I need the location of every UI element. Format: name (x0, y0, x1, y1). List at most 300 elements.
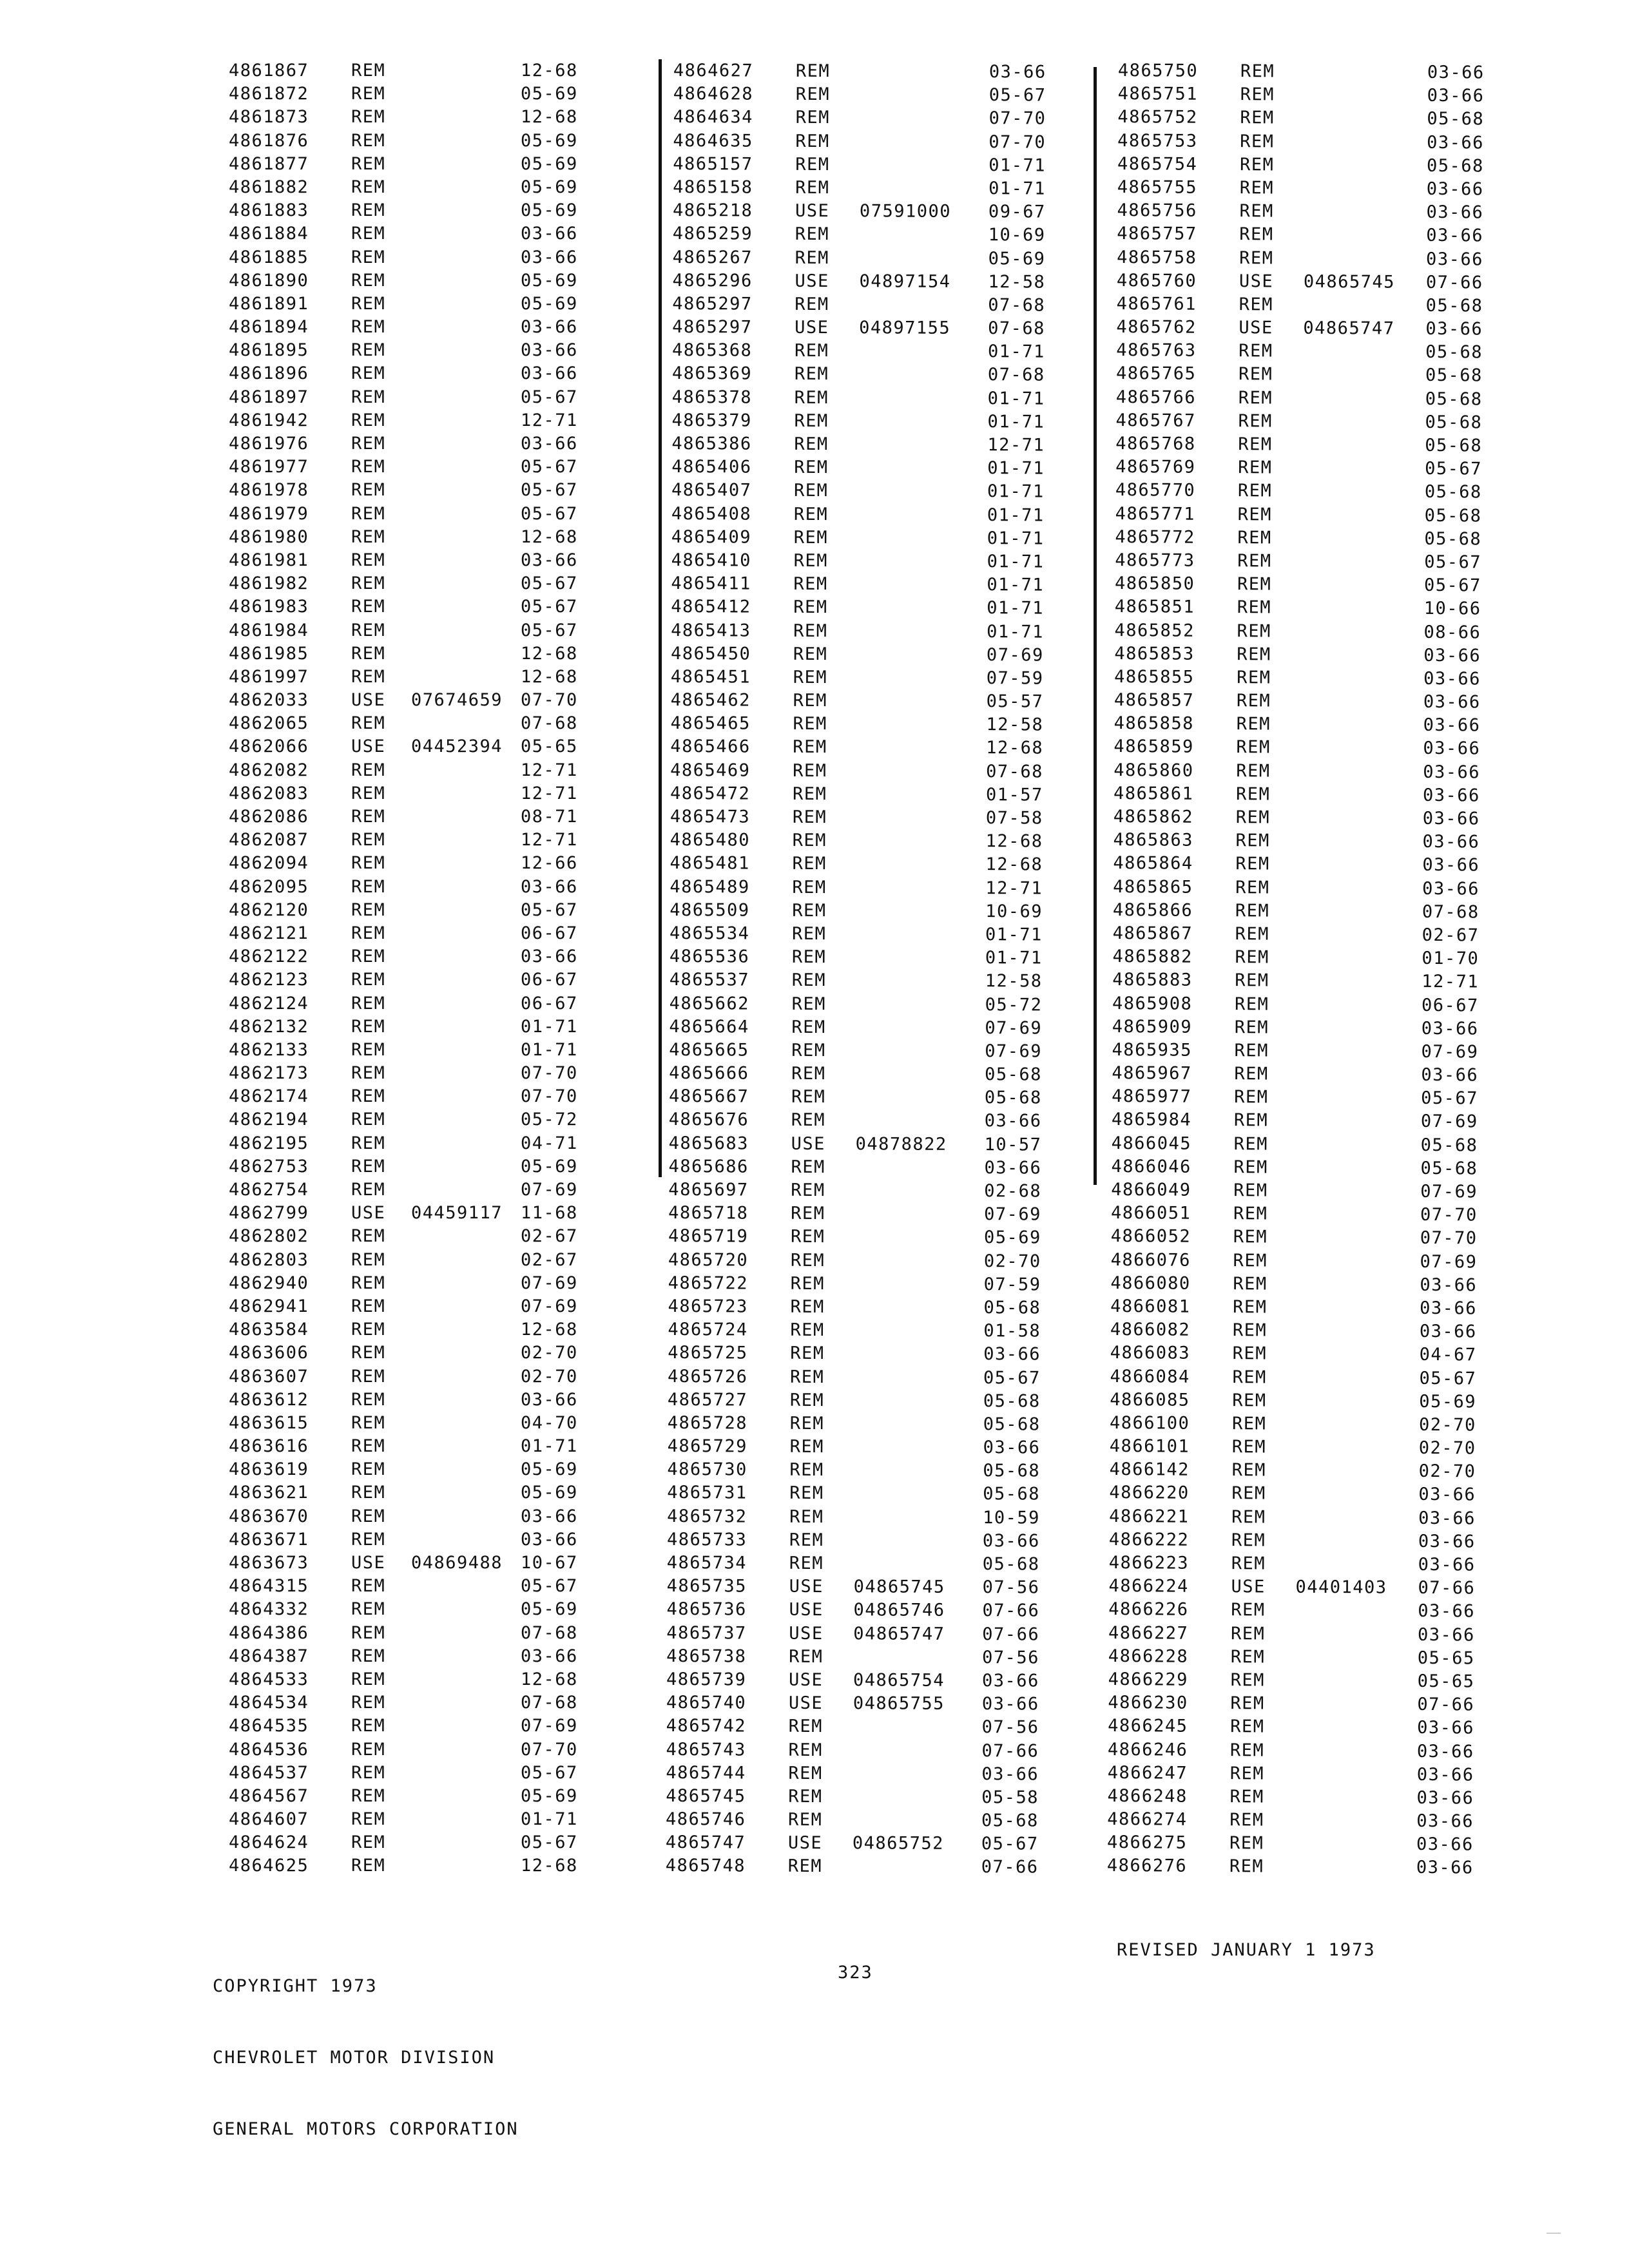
effective-date: 07-56 (982, 1577, 1040, 1598)
part-row (1115, 549, 1521, 575)
action-code: REM (351, 457, 386, 477)
part-row (229, 1435, 615, 1458)
part-number: 4865771 (1115, 503, 1196, 524)
part-number: 4865739 (666, 1669, 747, 1690)
part-number: 4865737 (666, 1622, 747, 1644)
part-row (1115, 432, 1521, 458)
replacement-number: 04865745 (1303, 271, 1396, 293)
action-code: REM (791, 1157, 825, 1177)
effective-date: 03-66 (1418, 1531, 1476, 1552)
effective-date: 12-68 (521, 1320, 578, 1340)
effective-date: 05-67 (1419, 1368, 1477, 1389)
part-number: 4863671 (229, 1529, 309, 1550)
part-number: 4866076 (1110, 1249, 1191, 1271)
effective-date: 05-68 (985, 1064, 1042, 1085)
part-number: 4865157 (673, 153, 753, 175)
action-code: REM (793, 737, 827, 758)
part-number: 4862087 (229, 830, 309, 850)
part-row (229, 1295, 615, 1318)
part-number: 4865259 (672, 224, 753, 244)
part-number: 4865745 (666, 1785, 746, 1807)
action-code: REM (1234, 1087, 1269, 1108)
effective-date: 05-68 (1420, 1135, 1478, 1156)
action-code: REM (1237, 597, 1272, 618)
part-number: 4865770 (1115, 480, 1196, 501)
action-code: REM (351, 923, 386, 943)
part-row (1111, 1249, 1517, 1274)
effective-date: 03-66 (521, 550, 578, 570)
effective-date: 03-66 (1426, 202, 1484, 223)
part-row (229, 106, 615, 129)
part-row (229, 176, 615, 199)
part-number: 4866101 (1109, 1436, 1190, 1457)
part-row (672, 362, 1072, 387)
effective-date: 05-68 (1425, 389, 1483, 410)
action-code: REM (351, 503, 386, 524)
part-number: 4863584 (229, 1320, 309, 1340)
effective-date: 05-72 (985, 994, 1043, 1015)
effective-date: 05-69 (521, 1483, 578, 1503)
part-row (673, 59, 1073, 84)
effective-date: 01-57 (985, 784, 1043, 805)
part-row (1112, 1015, 1518, 1041)
replacement-number: 04865747 (1303, 318, 1395, 339)
part-row (229, 1831, 615, 1854)
effective-date: 01-71 (987, 388, 1045, 409)
part-row (229, 1108, 615, 1131)
effective-date: 03-66 (1416, 1811, 1474, 1832)
part-number: 4864387 (229, 1646, 309, 1666)
effective-date: 12-68 (521, 107, 578, 128)
part-row (1107, 1854, 1513, 1880)
part-row (1116, 362, 1522, 388)
part-row (229, 735, 615, 758)
part-number: 4865743 (666, 1739, 746, 1760)
action-code: REM (792, 783, 827, 804)
action-code: REM (1239, 154, 1275, 175)
effective-date: 05-68 (1424, 482, 1482, 503)
part-number: 4862122 (229, 947, 309, 967)
part-row (669, 1108, 1068, 1133)
effective-date: 10-69 (988, 225, 1046, 245)
part-row (229, 1528, 615, 1552)
effective-date: 05-68 (981, 1811, 1039, 1831)
action-code: REM (1239, 224, 1274, 245)
action-code: REM (1240, 61, 1275, 82)
part-number: 4865378 (671, 387, 753, 408)
part-number: 4866084 (1110, 1366, 1190, 1387)
part-row (229, 1132, 615, 1155)
part-number: 4865683 (668, 1133, 749, 1154)
part-number: 4865473 (670, 806, 751, 827)
effective-date: 12-71 (521, 410, 578, 430)
effective-date: 03-66 (1422, 785, 1480, 806)
action-code: REM (791, 994, 826, 1014)
part-number: 4865763 (1116, 340, 1197, 361)
part-row (1113, 805, 1519, 831)
part-row (672, 386, 1072, 411)
part-number: 4865773 (1115, 550, 1195, 571)
part-row (666, 1738, 1065, 1763)
part-number: 4861877 (229, 153, 309, 174)
effective-date: 07-69 (985, 1017, 1043, 1039)
copyright-line: CHEVROLET MOTOR DIVISION (213, 2048, 496, 2068)
action-code: REM (790, 1273, 825, 1294)
part-number: 4866276 (1106, 1856, 1188, 1877)
action-code: REM (795, 61, 831, 82)
action-code: REM (1230, 1693, 1265, 1714)
action-code: REM (351, 899, 386, 920)
part-row (1110, 1318, 1516, 1344)
part-number: 4865410 (671, 550, 751, 571)
action-code: REM (351, 1599, 386, 1620)
part-row (1108, 1575, 1514, 1600)
effective-date: 05-72 (521, 1110, 578, 1130)
part-row (670, 899, 1069, 924)
part-row (671, 642, 1070, 668)
part-number: 4865736 (666, 1599, 747, 1620)
effective-date: 05-69 (988, 248, 1046, 269)
part-number: 4866226 (1108, 1599, 1189, 1620)
action-code: REM (1233, 1133, 1269, 1155)
part-number: 4864567 (229, 1785, 309, 1806)
part-number: 4861942 (229, 410, 309, 430)
part-number: 4865862 (1113, 806, 1194, 827)
part-number: 4862941 (229, 1296, 309, 1316)
action-code: REM (351, 1529, 386, 1550)
action-code: REM (790, 1227, 825, 1247)
part-row (229, 1738, 615, 1762)
part-row (1112, 1132, 1518, 1158)
effective-date: 12-68 (986, 738, 1044, 758)
part-row (229, 922, 615, 945)
part-row (1116, 339, 1522, 365)
effective-date: 07-69 (521, 1716, 578, 1736)
action-code: REM (1237, 551, 1272, 572)
effective-date: 07-69 (986, 644, 1044, 666)
part-number: 4866052 (1110, 1226, 1191, 1247)
part-number: 4865369 (671, 363, 753, 384)
action-code: REM (351, 1226, 386, 1247)
action-code: USE (795, 200, 830, 222)
action-code: REM (1229, 1856, 1264, 1877)
part-number: 4865729 (667, 1436, 747, 1457)
effective-date: 12-68 (985, 831, 1043, 852)
action-code: REM (351, 1156, 386, 1177)
action-code: REM (794, 410, 829, 431)
effective-date: 05-69 (521, 270, 578, 291)
part-row (229, 1341, 615, 1365)
action-code: REM (1234, 994, 1269, 1014)
action-code: REM (351, 550, 386, 570)
part-row (669, 1132, 1068, 1157)
part-row (1114, 642, 1520, 668)
part-row (1108, 1691, 1514, 1717)
part-row (668, 1365, 1067, 1390)
effective-date: 04-67 (1419, 1345, 1477, 1365)
effective-date: 07-69 (985, 1041, 1043, 1062)
action-code: REM (351, 434, 386, 454)
replacement-number: 04865752 (852, 1833, 945, 1854)
effective-date: 07-59 (986, 668, 1044, 689)
action-code: REM (351, 84, 386, 104)
effective-date: 01-71 (985, 925, 1043, 945)
action-code: REM (1235, 807, 1271, 828)
action-code: REM (351, 643, 386, 664)
part-row (670, 852, 1069, 877)
action-code: REM (351, 1273, 386, 1293)
effective-date: 07-70 (521, 1086, 578, 1107)
effective-date: 05-68 (983, 1484, 1041, 1504)
effective-date: 05-65 (1417, 1648, 1475, 1669)
action-code: REM (1239, 178, 1275, 198)
action-code: REM (1240, 108, 1275, 128)
action-code: REM (1231, 1413, 1267, 1434)
effective-date: 03-66 (1423, 715, 1481, 736)
part-number: 4865851 (1114, 597, 1195, 618)
part-row (1112, 1039, 1518, 1064)
action-code: REM (789, 1460, 824, 1481)
part-number: 4865760 (1116, 270, 1197, 291)
part-row (229, 316, 615, 339)
part-row (1115, 479, 1521, 505)
action-code: REM (793, 760, 827, 781)
effective-date: 01-71 (987, 458, 1045, 479)
part-row (229, 992, 615, 1015)
part-row (666, 1785, 1065, 1810)
effective-date: 03-66 (983, 1437, 1041, 1458)
effective-date: 05-67 (1425, 459, 1483, 479)
part-row (671, 666, 1070, 691)
part-number: 4865466 (670, 736, 751, 757)
effective-date: 05-67 (983, 1367, 1041, 1389)
effective-date: 01-71 (987, 341, 1045, 362)
part-number: 4866085 (1110, 1389, 1190, 1410)
part-number: 4865413 (671, 620, 751, 641)
part-row (670, 712, 1070, 737)
part-number: 4862121 (229, 923, 309, 943)
part-row (672, 339, 1072, 364)
part-row (1108, 1715, 1514, 1740)
part-row (229, 852, 615, 875)
effective-date: 03-66 (1427, 62, 1485, 83)
part-number: 4866220 (1109, 1483, 1190, 1504)
part-row (1109, 1505, 1515, 1531)
effective-date: 05-68 (1425, 342, 1483, 363)
action-code: REM (351, 807, 386, 827)
part-number: 4865368 (671, 340, 753, 361)
effective-date: 07-70 (1420, 1228, 1478, 1249)
part-number: 4865534 (670, 923, 750, 944)
part-row (229, 1668, 615, 1691)
part-number: 4865489 (670, 876, 750, 898)
part-number: 4865412 (671, 597, 751, 617)
action-code: REM (351, 1412, 386, 1433)
part-number: 4861895 (229, 340, 309, 361)
action-code: REM (351, 107, 386, 128)
action-code: USE (789, 1576, 824, 1597)
part-row (229, 642, 615, 666)
action-code: REM (1233, 1110, 1269, 1131)
action-code: REM (788, 1786, 823, 1807)
part-number: 4865697 (668, 1179, 749, 1200)
part-number: 4862123 (229, 970, 309, 990)
action-code: REM (1239, 201, 1274, 222)
action-code: REM (351, 130, 386, 151)
action-code: USE (787, 1833, 823, 1854)
action-code: REM (351, 1785, 386, 1806)
part-number: 4861867 (229, 61, 309, 81)
action-code: REM (1235, 924, 1270, 945)
part-number: 4865746 (666, 1809, 746, 1830)
action-code: REM (794, 364, 829, 385)
part-number: 4866228 (1108, 1646, 1189, 1667)
action-code: REM (791, 970, 827, 991)
part-number: 4865857 (1113, 690, 1195, 711)
effective-date: 07-70 (988, 131, 1046, 153)
effective-date: 03-66 (1418, 1601, 1476, 1622)
effective-date: 07-70 (521, 1063, 578, 1084)
part-number: 4865861 (1113, 783, 1194, 804)
part-number: 4865738 (666, 1646, 747, 1667)
effective-date: 08-66 (1423, 622, 1481, 642)
part-number: 4866223 (1108, 1552, 1190, 1573)
effective-date: 06-67 (1421, 995, 1479, 1015)
part-number: 4865852 (1114, 620, 1195, 641)
action-code: USE (789, 1600, 824, 1620)
part-row (229, 899, 615, 922)
part-row (229, 1155, 615, 1178)
part-number: 4863612 (229, 1389, 309, 1410)
part-number: 4865537 (669, 970, 750, 990)
part-row (673, 106, 1073, 131)
part-number: 4866222 (1108, 1529, 1190, 1550)
part-number: 4864624 (229, 1832, 309, 1853)
part-row (1112, 1085, 1518, 1111)
part-row (229, 82, 615, 106)
action-code: REM (1239, 294, 1274, 315)
part-number: 4865409 (671, 526, 752, 548)
effective-date: 05-67 (1423, 575, 1481, 596)
part-row (1110, 1341, 1516, 1367)
part-row (670, 968, 1069, 994)
part-row (670, 805, 1070, 831)
part-number: 4865465 (670, 713, 751, 734)
action-code: REM (792, 854, 827, 874)
action-code: REM (351, 1249, 386, 1270)
part-number: 4865744 (666, 1762, 746, 1783)
part-row (672, 269, 1072, 294)
part-row (229, 968, 615, 992)
action-code: REM (1235, 877, 1270, 898)
part-row (666, 1854, 1065, 1879)
action-code: REM (351, 1133, 386, 1153)
part-number: 4865723 (668, 1296, 748, 1317)
part-row (1112, 945, 1518, 971)
effective-date: 03-66 (1418, 1508, 1476, 1529)
effective-date: 05-69 (521, 177, 578, 197)
part-row (668, 1389, 1067, 1414)
effective-date: 05-68 (983, 1390, 1041, 1412)
effective-date: 05-68 (983, 1298, 1041, 1318)
effective-date: 01-71 (988, 155, 1046, 176)
part-row (666, 1598, 1066, 1623)
part-row (1110, 1272, 1516, 1298)
effective-date: 01-71 (521, 1436, 578, 1457)
action-code: REM (351, 1506, 386, 1526)
part-number: 4865768 (1115, 433, 1196, 454)
action-code: REM (788, 1809, 823, 1831)
part-row (1114, 689, 1520, 715)
effective-date: 10-66 (1423, 599, 1481, 619)
action-code: REM (795, 177, 830, 198)
part-number: 4865735 (666, 1576, 747, 1597)
effective-date: 03-66 (521, 340, 578, 361)
part-row (1115, 456, 1521, 481)
part-row (229, 876, 615, 899)
part-row (1117, 269, 1523, 295)
action-code: REM (351, 61, 386, 81)
action-code: USE (788, 1669, 824, 1690)
part-row (229, 1481, 615, 1504)
part-number: 4865761 (1116, 293, 1197, 314)
part-row (1110, 1389, 1516, 1414)
effective-date: 02-67 (1422, 925, 1480, 946)
part-number: 4864635 (673, 130, 753, 151)
action-code: REM (351, 1739, 386, 1760)
effective-date: 05-67 (521, 503, 578, 524)
part-row (229, 759, 615, 782)
effective-date: 12-71 (521, 783, 578, 803)
part-row (229, 1389, 615, 1412)
part-number: 4861978 (229, 480, 309, 501)
part-row (668, 1295, 1067, 1320)
action-code: REM (794, 434, 829, 455)
action-code: REM (1230, 1646, 1266, 1667)
effective-date: 05-69 (521, 200, 578, 221)
action-code: REM (351, 293, 386, 314)
part-row (229, 689, 615, 712)
effective-date: 07-69 (521, 1180, 578, 1200)
action-code: REM (795, 84, 831, 105)
effective-date: 05-67 (981, 1834, 1039, 1854)
effective-date: 01-71 (987, 552, 1045, 572)
part-row (666, 1645, 1066, 1670)
action-code: REM (1229, 1763, 1265, 1784)
part-row (1110, 1412, 1516, 1437)
part-row (668, 1202, 1068, 1227)
part-row (670, 735, 1070, 760)
effective-date: 07-66 (1425, 272, 1483, 293)
action-code: USE (795, 317, 829, 338)
part-number: 4865536 (669, 947, 750, 967)
part-number: 4862120 (229, 899, 309, 920)
part-number: 4866227 (1108, 1622, 1189, 1644)
part-row (670, 829, 1070, 854)
part-number: 4862133 (229, 1039, 309, 1060)
part-number: 4865858 (1113, 713, 1195, 734)
effective-date: 05-67 (521, 1762, 578, 1783)
action-code: REM (1235, 970, 1269, 991)
action-code: REM (788, 1740, 823, 1760)
part-row (1113, 829, 1519, 854)
part-row (1115, 572, 1521, 598)
part-number: 4865676 (668, 1110, 749, 1130)
action-code: REM (1231, 1553, 1266, 1574)
action-code: USE (788, 1693, 824, 1714)
part-number: 4866245 (1108, 1716, 1188, 1737)
part-row (1118, 59, 1524, 85)
